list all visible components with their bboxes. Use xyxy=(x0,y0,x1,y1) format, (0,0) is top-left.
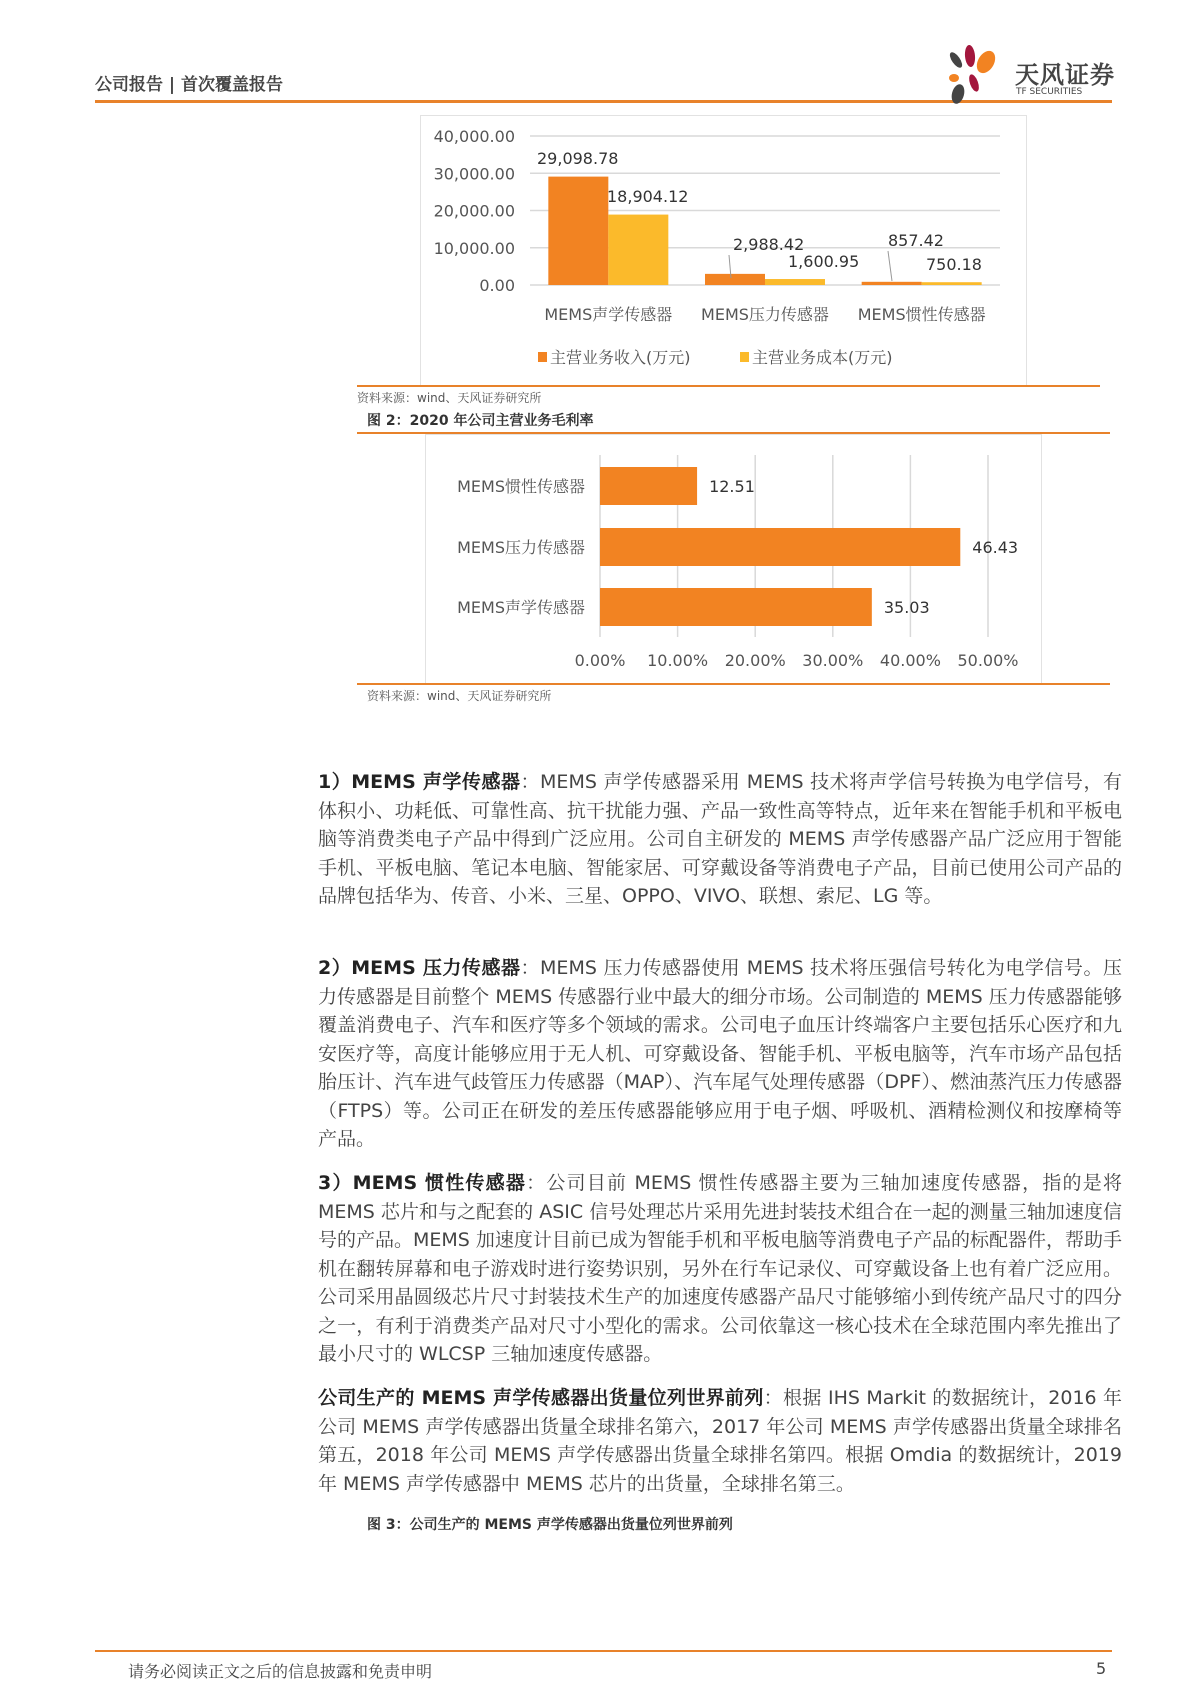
bar-revenue xyxy=(705,274,765,285)
x-category-label: MEMS惯性传感器 xyxy=(857,305,986,324)
legend-label: 主营业务收入(万元) xyxy=(550,348,691,367)
x-tick-label: 20.00% xyxy=(724,651,786,670)
y-tick-label: 20,000.00 xyxy=(433,201,515,221)
leader-line xyxy=(888,251,892,281)
chart1-bottom-rule xyxy=(357,385,1100,387)
data-label: 35.03 xyxy=(883,598,930,617)
figure3-caption: 图 3：公司生产的 MEMS 声学传感器出货量位列世界前列 xyxy=(367,1517,733,1533)
page-number: 5 xyxy=(1096,1659,1107,1678)
data-label: 750.18 xyxy=(926,255,982,274)
data-label: 1,600.95 xyxy=(788,252,860,271)
paragraph-text: ：MEMS 压力传感器使用 MEMS 技术将压强信号转化为电学信号。压力传感器是目前整个 MEMS 传感器行业中最大的细分市场。公司制造的 MEMS 压力传感器能够覆盖消费电子、汽车和医疗等多个领域的需求。公司电子血压计终端客户主要包括乐心医疗和九安医疗等，高度计能够应用于无人机、可穿戴设备、智能手机、平板电脑等，汽车市场产品包括胎压计、汽车进气歧管压力传感器（MAP）、汽车尾气处理传感器（DPF）、燃油蒸汽压力传感器（FTPS）等。公司正在研发的差压传感器能够应用于电子烟、呼吸机、酒精检测仪和按摩椅等产品。 xyxy=(318,957,1122,1150)
bar xyxy=(600,467,697,505)
chart2-bottom-rule xyxy=(357,683,1110,685)
bar xyxy=(600,528,960,566)
y-category-label: MEMS声学传感器 xyxy=(457,598,585,617)
x-tick-label: 0.00% xyxy=(574,651,626,670)
x-tick-label: 10.00% xyxy=(647,651,709,670)
x-category-label: MEMS压力传感器 xyxy=(701,305,829,324)
footer-disclaimer: 请务必阅读正文之后的信息披露和免责申明 xyxy=(128,1662,433,1681)
paragraph-lead: 3）MEMS 惯性传感器 xyxy=(318,1172,527,1194)
legend-label: 主营业务成本(万元) xyxy=(752,348,893,367)
paragraph-pressure-sensor xyxy=(318,954,1122,1154)
paragraph-lead: 2）MEMS 压力传感器 xyxy=(318,957,521,979)
paragraph-text: ：MEMS 声学传感器采用 MEMS 技术将声学信号转换为电学信号，有体积小、功耗低、可靠性高、抗干扰能力强、产品一致性高等特点，近年来在智能手机和平板电脑等消费类电子产品中得到广泛应用。公司自主研发的 MEMS 声学传感器产品广泛应用于智能手机、平板电脑、笔记本电脑、智能家居、可穿戴设备等消费电子产品，目前已使用公司产品的品牌包括华为、传音、小米、三星、OPPO、VIVO、联想、索尼、LG 等。 xyxy=(318,771,1122,907)
paragraph-acoustic-sensor xyxy=(318,768,1122,911)
x-tick-label: 50.00% xyxy=(957,651,1019,670)
bar-cost xyxy=(922,282,982,285)
paragraph-inertial-sensor xyxy=(318,1169,1122,1369)
bar-cost xyxy=(765,279,825,285)
figure2-caption: 图 2：2020 年公司主营业务毛利率 xyxy=(367,413,594,429)
legend-swatch xyxy=(740,352,749,362)
y-category-label: MEMS惯性传感器 xyxy=(457,477,585,496)
y-category-label: MEMS压力传感器 xyxy=(457,538,585,557)
report-type-header: 公司报告 | 首次覆盖报告 xyxy=(95,75,284,95)
y-tick-label: 40,000.00 xyxy=(433,127,515,146)
logo-chinese-name: 天风证券 xyxy=(1015,61,1115,89)
data-label: 18,904.12 xyxy=(607,187,689,206)
bar-revenue xyxy=(548,177,608,285)
y-tick-label: 0.00 xyxy=(479,276,515,295)
bar-revenue xyxy=(862,282,922,285)
legend-swatch xyxy=(538,352,547,362)
data-label: 2,988.42 xyxy=(733,235,805,254)
paragraph-text: ：根据 IHS Markit 的数据统计，2016 年公司 MEMS 声学传感器出货量全球排名第六，2017 年公司 MEMS 声学传感器出货量全球排名第五，2018 年公司 MEMS 声学传感器出货量全球排名第四。根据 Omdia 的数据统计，2019 年 MEMS 声学传感器中 MEMS 芯片的出货量，全球排名第三。 xyxy=(318,1387,1122,1495)
data-label: 12.51 xyxy=(709,477,755,496)
revenue-cost-bar-chart xyxy=(0,0,1200,400)
logo-english-name: TF SECURITIES xyxy=(1016,87,1083,97)
footer-divider xyxy=(95,1650,1112,1652)
bar-cost xyxy=(608,215,668,285)
gross-margin-bar-chart xyxy=(0,400,1200,700)
paragraph-text: ：公司目前 MEMS 惯性传感器主要为三轴加速度传感器，指的是将 MEMS 芯片和与之配套的 ASIC 信号处理芯片采用先进封装技术组合在一起的测量三轴加速度信号的产品。MEMS 加速度计目前已成为智能手机和平板电脑等消费电子产品的标配器件，帮助手机在翻转屏幕和电子游戏时进行姿势识别，另外在行车记录仪、可穿戴设备上也有着广泛应用。公司采用晶圆级芯片尺寸封装技术生产的加速度传感器产品尺寸能够缩小到传统产品尺寸的四分之一，有利于消费类产品对尺寸小型化的需求。公司依靠这一核心技术在全球范围内率先推出了最小尺寸的 WLCSP 三轴加速度传感器。 xyxy=(318,1172,1122,1365)
bar xyxy=(600,588,872,626)
paragraph-shipment-ranking xyxy=(318,1384,1122,1498)
x-category-label: MEMS声学传感器 xyxy=(544,305,673,324)
y-tick-label: 30,000.00 xyxy=(433,164,515,184)
chart2-source: 资料来源：wind、天风证券研究所 xyxy=(367,689,552,703)
chart1-source: 资料来源：wind、天风证券研究所 xyxy=(357,391,542,405)
x-tick-label: 30.00% xyxy=(802,651,864,670)
paragraph-lead: 1）MEMS 声学传感器 xyxy=(318,771,521,793)
data-label: 857.42 xyxy=(888,231,944,250)
paragraph-lead: 公司生产的 MEMS 声学传感器出货量位列世界前列 xyxy=(318,1387,764,1409)
y-tick-label: 10,000.00 xyxy=(433,238,515,258)
data-label: 46.43 xyxy=(972,538,1019,557)
x-tick-label: 40.00% xyxy=(879,651,941,670)
data-label: 29,098.78 xyxy=(537,149,619,168)
